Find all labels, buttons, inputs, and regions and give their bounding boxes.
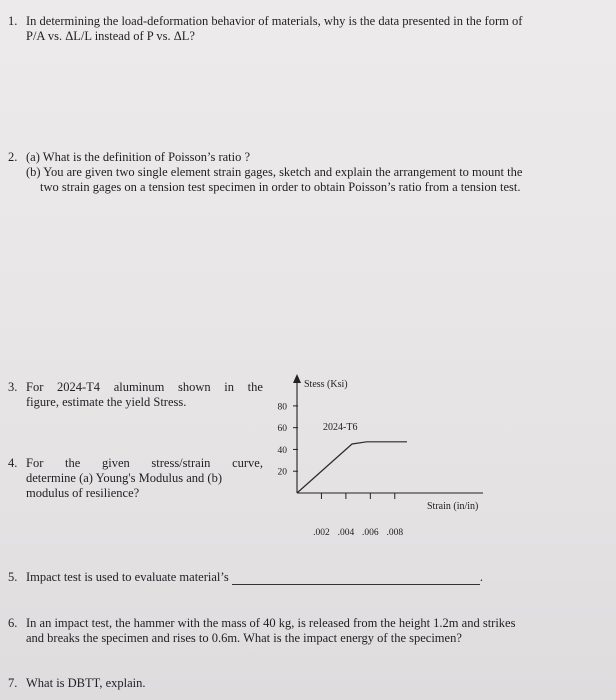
question-text: In an impact test, the hammer with the mass of 40 kg, is released from the height 1.2m and strikes <box>26 616 516 630</box>
word: aluminum <box>113 380 165 394</box>
x-tick-label: .004 <box>337 528 355 538</box>
question-text: figure, estimate the yield Stress. <box>26 395 187 409</box>
stress-strain-chart <box>255 372 495 547</box>
word: the <box>247 380 263 394</box>
answer-blank[interactable] <box>232 572 480 585</box>
question-text: Impact test is used to evaluate material’s <box>26 570 229 584</box>
question-text: modulus of resilience? <box>26 486 140 500</box>
series-label: 2024-T6 <box>323 422 358 433</box>
question-text: (a) What is the definition of Poisson’s ratio ? <box>26 150 251 164</box>
question-number: 6. <box>8 616 18 630</box>
x-ticks <box>313 493 403 538</box>
question-body <box>26 616 515 646</box>
question-body <box>26 456 263 501</box>
word: the <box>65 456 81 470</box>
question-text: P/A vs. ΔL/L instead of P vs. ΔL? <box>26 29 195 43</box>
question-body <box>26 570 483 585</box>
y-tick-label: 40 <box>277 445 287 456</box>
chart-axes <box>293 374 483 493</box>
word: shown <box>178 380 211 394</box>
y-tick-label: 60 <box>277 424 287 435</box>
question-text: What is DBTT, explain. <box>26 676 146 690</box>
word: 2024-T4 <box>57 380 101 394</box>
x-tick-label: .006 <box>362 528 379 538</box>
word: curve, <box>232 456 263 470</box>
word: stress/strain <box>151 456 211 470</box>
word: For <box>26 380 44 394</box>
question-text: and breaks the specimen and rises to 0.6m. What is the impact energy of the specimen? <box>26 631 462 645</box>
question-number: 5. <box>8 570 18 584</box>
question-text: two strain gages on a tension test specimen in order to obtain Poisson’s ratio from a tension test. <box>40 180 521 194</box>
word: in <box>224 380 235 394</box>
y-axis-label: Stess (Ksi) <box>304 379 348 390</box>
word: given <box>101 456 130 470</box>
question-number: 7. <box>8 676 18 690</box>
question-text: determine (a) Young's Modulus and (b) <box>26 471 222 485</box>
question-text: (b) You are given two single element strain gages, sketch and explain the arrangement to mount the <box>26 165 523 179</box>
period: . <box>479 570 483 584</box>
question-number: 4. <box>8 456 18 470</box>
question-text <box>26 380 263 395</box>
question-body <box>26 150 522 195</box>
word: For <box>26 456 44 470</box>
question-text <box>26 456 263 471</box>
question-number: 2. <box>8 150 18 164</box>
question-number: 3. <box>8 380 18 394</box>
question-body <box>26 380 263 410</box>
x-axis-label: Strain (in/in) <box>427 501 479 512</box>
y-axis-arrow <box>293 374 301 383</box>
x-tick-label: .002 <box>313 528 330 538</box>
series-line <box>297 442 407 493</box>
y-tick-label: 80 <box>277 402 287 413</box>
y-tick-label: 20 <box>277 467 287 478</box>
y-ticks <box>278 402 299 477</box>
question-number: 1. <box>8 14 18 28</box>
question-body <box>26 14 522 44</box>
x-tick-label: .008 <box>386 528 404 538</box>
question-text: In determining the load-deformation behavior of materials, why is the data presented in the form of <box>26 14 523 28</box>
chart-series <box>297 442 407 493</box>
